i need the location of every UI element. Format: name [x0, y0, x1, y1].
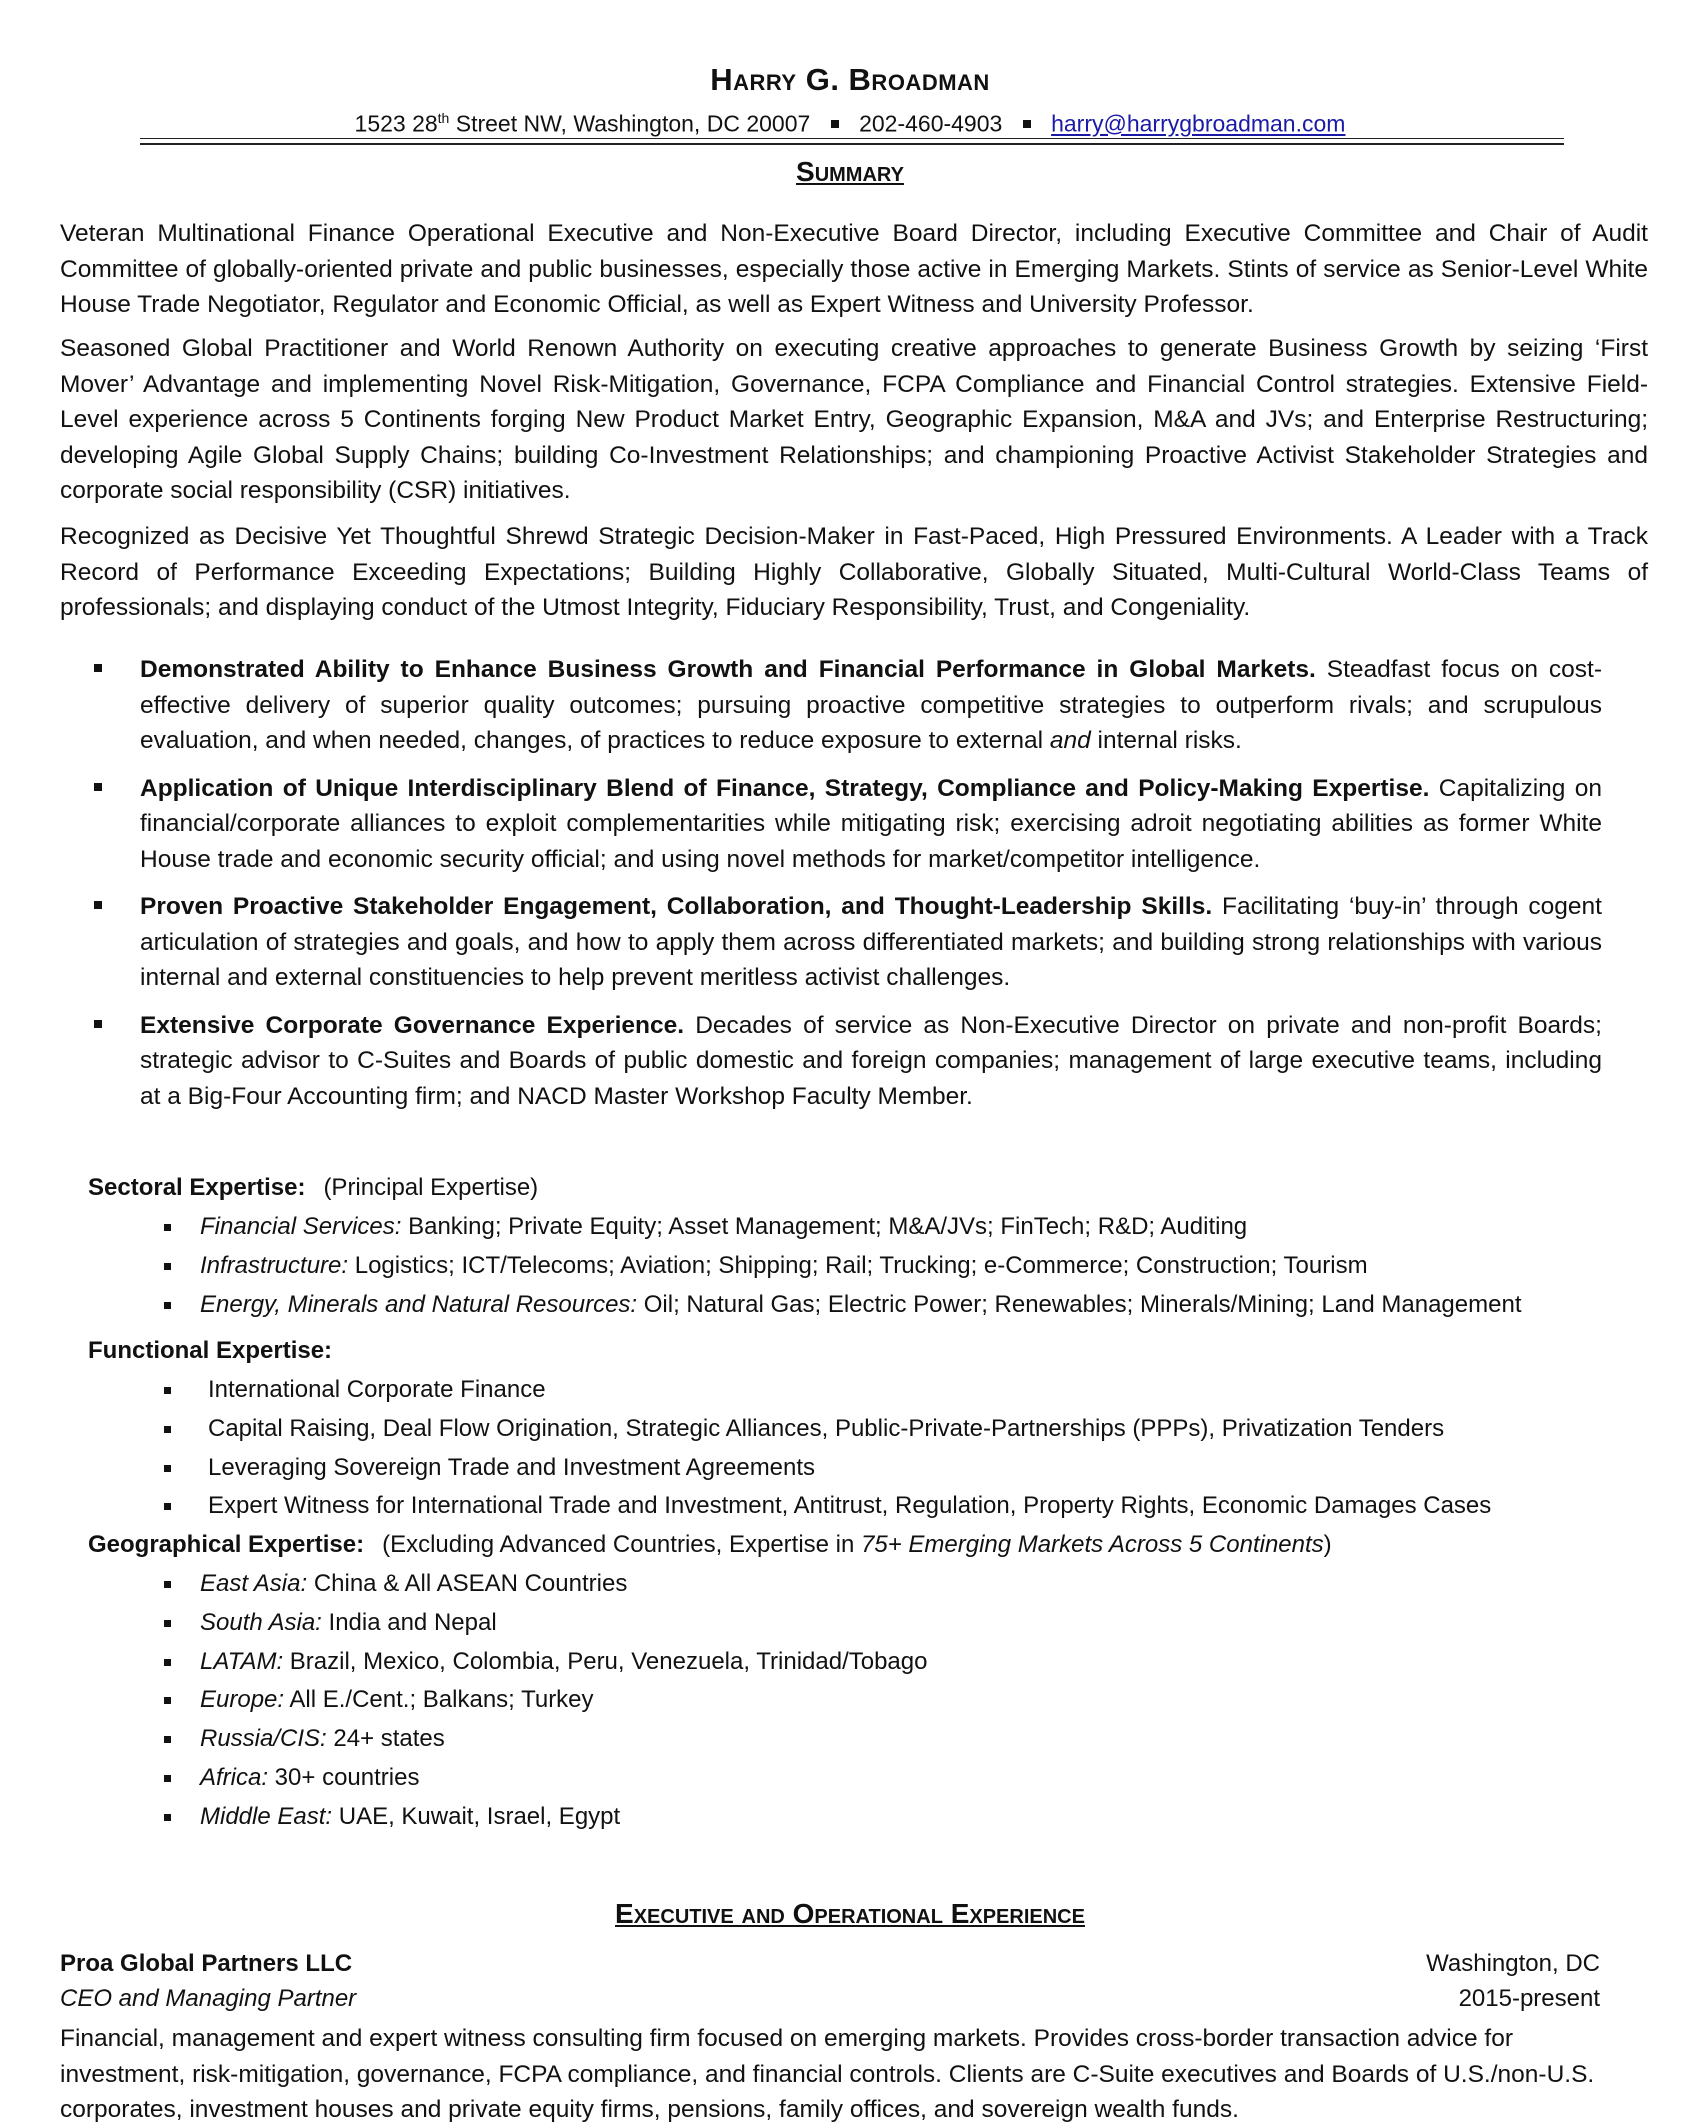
geographical-expertise-list — [200, 1565, 927, 1837]
job-location: Washington, DC — [1426, 1950, 1600, 1977]
functional-expertise-list — [200, 1371, 1491, 1526]
address-rest: Street NW, Washington, DC 20007 — [449, 110, 811, 137]
separator-square-icon — [1023, 120, 1031, 128]
list-item: Africa: 30+ countries — [200, 1759, 927, 1798]
sectoral-expertise-heading: Sectoral Expertise: (Principal Expertise) — [88, 1174, 539, 1201]
separator-square-icon — [831, 120, 839, 128]
list-item: Russia/CIS: 24+ states — [200, 1720, 927, 1759]
experience-heading: Executive and Operational Experience — [615, 1898, 1085, 1929]
list-item: Financial Services: Banking; Private Equity; Asset Management; M&A/JVs; FinTech; R&D; Auditing — [200, 1208, 1521, 1247]
resume-name — [0, 62, 1700, 98]
email-link[interactable]: harry@harrygbroadman.com — [1051, 110, 1346, 137]
header-rule-thick — [140, 143, 1564, 145]
name-text: Harry G. Broadman — [710, 62, 990, 97]
sectoral-expertise-list — [200, 1208, 1521, 1324]
functional-expertise-heading: Functional Expertise: — [88, 1337, 333, 1364]
list-item: LATAM: Brazil, Mexico, Colombia, Peru, Venezuela, Trinidad/Tobago — [200, 1643, 927, 1682]
job-role: CEO and Managing Partner — [60, 1985, 357, 2012]
job-role-row — [60, 1985, 1600, 2013]
strength-item: Proven Proactive Stakeholder Engagement, Collaboration, and Thought-Leadership Skills. Facilitating ‘buy-in’ through cogent articulation of strategies and goals, and how to apply them across differentiated markets; and building strong relationships with various internal and external constituencies to help prevent meritless activist challenges. — [140, 889, 1602, 996]
strength-item: Application of Unique Interdisciplinary Blend of Finance, Strategy, Compliance and Policy-Making Expertise. Capitalizing on financial/corporate alliances to exploit complementarities while mitigating risk; exercising adroit negotiating abilities as former White House trade and economic security official; and using novel methods for market/competitor intelligence. — [140, 771, 1602, 878]
list-item: Infrastructure: Logistics; ICT/Telecoms; Aviation; Shipping; Rail; Trucking; e-Commerce; Construction; Tourism — [200, 1247, 1521, 1286]
header-rule-thin — [140, 138, 1564, 139]
strength-item: Demonstrated Ability to Enhance Business Growth and Financial Performance in Global Markets. Steadfast focus on cost-effective delivery of superior quality outcomes; pursuing proactive competitive strategies to outperform rivals; and scrupulous evaluation, and when needed, changes, of practices to reduce exposure to external and internal risks. — [140, 652, 1602, 759]
phone-number: 202-460-4903 — [859, 110, 1003, 137]
contact-line — [0, 110, 1700, 138]
strength-item: Extensive Corporate Governance Experience. Decades of service as Non-Executive Director on private and non-profit Boards; strategic advisor to C-Suites and Boards of public domestic and foreign companies; management of large executive teams, including at a Big-Four Accounting firm; and NACD Master Workshop Faculty Member. — [140, 1008, 1602, 1115]
list-item: Europe: All E./Cent.; Balkans; Turkey — [200, 1681, 927, 1720]
list-item: International Corporate Finance — [200, 1371, 1491, 1410]
list-item: Energy, Minerals and Natural Resources: Oil; Natural Gas; Electric Power; Renewables; Minerals/Mining; Land Management — [200, 1286, 1521, 1325]
list-item: East Asia: China & All ASEAN Countries — [200, 1565, 927, 1604]
list-item: Middle East: UAE, Kuwait, Israel, Egypt — [200, 1798, 927, 1837]
summary-paragraph-1: Veteran Multinational Finance Operational Executive and Non-Executive Board Director, including Executive Committee and Chair of Audit Committee of globally-oriented private and public businesses, especially those active in Emerging Markets. Stints of service as Senior-Level White House Trade Negotiator, Regulator and Economic Official, as well as Expert Witness and University Professor. — [60, 220, 1648, 318]
job-company: Proa Global Partners LLC — [60, 1950, 353, 1977]
address-street: 1523 28 — [354, 110, 438, 137]
list-item: South Asia: India and Nepal — [200, 1604, 927, 1643]
list-item: Leveraging Sovereign Trade and Investment Agreements — [200, 1449, 1491, 1488]
summary-paragraph-2: Seasoned Global Practitioner and World Renown Authority on executing creative approaches to generate Business Growth by seizing ‘First Mover’ Advantage and implementing Novel Risk-Mitigation, Governance, FCPA Compliance and Financial Control strategies. Extensive Field-Level experience across 5 Continents forging New Product Market Entry, Geographic Expansion, M&A and JVs; and Enterprise Restructuring; developing Agile Global Supply Chains; building Co-Investment Relationships; and championing Proactive Activist Stakeholder Strategies and corporate social responsibility (CSR) initiatives. — [60, 335, 1648, 504]
job-company-row — [60, 1950, 1600, 1978]
geographical-expertise-heading: Geographical Expertise: (Excluding Advanced Countries, Expertise in 75+ Emerging Markets Across 5 Continents) — [88, 1531, 1332, 1558]
job-description: Financial, management and expert witness consulting firm focused on emerging markets. Provides cross-border transaction advice for investment, risk-mitigation, governance, FCPA compliance, and financial controls. Clients are C-Suite executives and Boards of U.S./non-U.S. corporates, investment houses and private equity firms, pensions, family offices, and sovereign wealth funds. — [60, 2025, 1595, 2123]
job-dates: 2015-present — [1458, 1985, 1600, 2012]
strengths-list — [140, 652, 1602, 1126]
list-item: Expert Witness for International Trade and Investment, Antitrust, Regulation, Property Rights, Economic Damages Cases — [200, 1487, 1491, 1526]
address-ordinal: th — [437, 110, 450, 126]
list-item: Capital Raising, Deal Flow Origination, Strategic Alliances, Public-Private-Partnerships (PPPs), Privatization Tenders — [200, 1410, 1491, 1449]
summary-paragraph-3: Recognized as Decisive Yet Thoughtful Shrewd Strategic Decision-Maker in Fast-Paced, High Pressured Environments. A Leader with a Track Record of Performance Exceeding Expectations; Building Highly Collaborative, Globally Situated, Multi-Cultural World-Class Teams of professionals; and displaying conduct of the Utmost Integrity, Fiduciary Responsibility, Trust, and Congeniality. — [60, 523, 1648, 621]
summary-heading: Summary — [796, 156, 904, 187]
